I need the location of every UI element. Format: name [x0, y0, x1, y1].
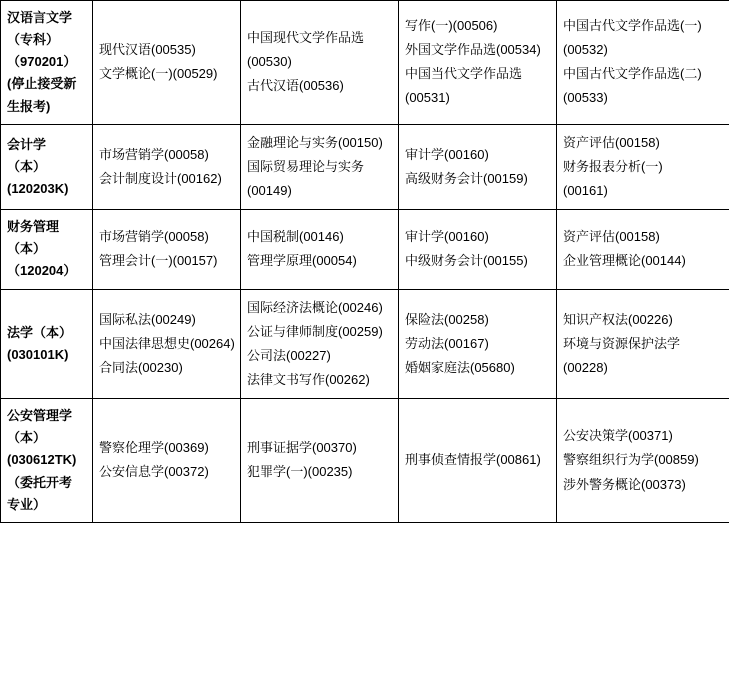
table-row	[1, 210, 729, 289]
table-body	[1, 1, 729, 523]
course-lines	[405, 448, 551, 472]
course-item: 现代汉语(00535)	[99, 42, 196, 58]
major-line: （本）	[7, 430, 47, 446]
course-item: 资产评估(00158)	[563, 134, 660, 150]
course-lines	[405, 143, 551, 191]
course-item: 古代汉语(00536)	[247, 78, 344, 94]
course-lines	[563, 131, 724, 203]
course-item: 审计学(00160)	[405, 146, 489, 162]
course-item: 国际私法(00249)	[99, 311, 196, 327]
course-item: 写作(一)(00506)	[405, 18, 498, 34]
major-lines	[7, 216, 87, 282]
major-line: 专业）	[7, 496, 47, 512]
major-lines	[7, 7, 87, 118]
course-cell	[557, 1, 729, 125]
major-cell	[1, 399, 93, 523]
course-lines	[405, 308, 551, 380]
major-line: 财务管理	[7, 219, 60, 235]
major-lines	[7, 322, 87, 366]
course-item: 公司法(00227)	[247, 347, 331, 363]
table-row	[1, 289, 729, 399]
major-line: 生报考)	[7, 98, 51, 114]
course-item: 中国税制(00146)	[247, 229, 344, 245]
major-line: （120204）	[7, 263, 77, 279]
course-item: 会计制度设计(00162)	[99, 170, 222, 186]
course-lines	[563, 225, 724, 273]
course-item: 合同法(00230)	[99, 359, 183, 375]
course-lines	[563, 14, 724, 111]
course-lines	[247, 26, 393, 98]
course-lines	[405, 225, 551, 273]
course-item: 外国文学作品选(00534)	[405, 42, 541, 58]
major-line: 法学（本）	[7, 324, 73, 340]
major-line: (停止接受新	[7, 76, 77, 92]
course-item: 管理学原理(00054)	[247, 253, 357, 269]
table-row	[1, 124, 729, 209]
course-item: 管理会计(一)(00157)	[99, 253, 218, 269]
course-lines	[99, 143, 235, 191]
major-line: （本）	[7, 241, 47, 257]
course-item: 环境与资源保护法学	[563, 335, 681, 351]
course-cell	[241, 210, 399, 289]
course-item: 刑事证据学(00370)	[247, 440, 357, 456]
course-lines	[99, 225, 235, 273]
course-cell	[93, 399, 241, 523]
course-item: 审计学(00160)	[405, 229, 489, 245]
course-item: 婚姻家庭法(05680)	[405, 359, 515, 375]
course-cell	[93, 1, 241, 125]
table-row	[1, 1, 729, 125]
course-lines	[405, 14, 551, 111]
course-item: 文学概论(一)(00529)	[99, 66, 218, 82]
course-item: 高级财务会计(00159)	[405, 170, 528, 186]
course-item: 国际贸易理论与实务	[247, 158, 365, 174]
course-cell	[93, 289, 241, 399]
course-item: 公安决策学(00371)	[563, 428, 673, 444]
major-line: （970201）	[7, 54, 77, 70]
major-line: (030612TK)	[7, 452, 77, 468]
course-cell	[93, 210, 241, 289]
course-cell	[93, 124, 241, 209]
course-item: 中国古代文学作品选(一)	[563, 18, 702, 34]
major-line: （专科）	[7, 32, 60, 48]
course-item: (00531)	[405, 90, 450, 106]
course-item: 市场营销学(00058)	[99, 229, 209, 245]
course-item: (00533)	[563, 90, 608, 106]
course-lines	[563, 424, 724, 496]
major-cell	[1, 124, 93, 209]
table-row	[1, 399, 729, 523]
course-item: 法律文书写作(00262)	[247, 371, 370, 387]
course-item: 公安信息学(00372)	[99, 464, 209, 480]
major-cell	[1, 289, 93, 399]
course-item: 涉外警务概论(00373)	[563, 476, 686, 492]
course-cell	[557, 399, 729, 523]
course-item: 劳动法(00167)	[405, 335, 489, 351]
course-cell	[557, 210, 729, 289]
major-line: (030101K)	[7, 346, 69, 362]
course-cell	[241, 1, 399, 125]
course-item: 财务报表分析(一)	[563, 158, 663, 174]
major-cell	[1, 210, 93, 289]
major-cell	[1, 1, 93, 125]
course-cell	[241, 124, 399, 209]
course-item: 中级财务会计(00155)	[405, 253, 528, 269]
major-line: 汉语言文学	[7, 10, 73, 25]
course-lines	[99, 436, 235, 484]
course-item: 警察组织行为学(00859)	[563, 452, 699, 468]
course-item: 公证与律师制度(00259)	[247, 323, 383, 339]
major-lines	[7, 405, 87, 516]
course-item: (00532)	[563, 42, 608, 58]
course-cell	[557, 124, 729, 209]
course-item: 保险法(00258)	[405, 311, 489, 327]
course-cell	[399, 399, 557, 523]
course-item: 知识产权法(00226)	[563, 311, 673, 327]
course-cell	[399, 289, 557, 399]
course-cell	[241, 399, 399, 523]
course-item: 企业管理概论(00144)	[563, 253, 686, 269]
course-item: 刑事侦查情报学(00861)	[405, 452, 541, 468]
major-line: 公安管理学	[7, 408, 73, 424]
course-item: 市场营销学(00058)	[99, 146, 209, 162]
course-lines	[247, 296, 393, 393]
course-item: 中国法律思想史(00264)	[99, 335, 235, 351]
course-item: 金融理论与实务(00150)	[247, 134, 383, 150]
course-item: (00530)	[247, 54, 292, 70]
course-item: 中国现代文学作品选	[247, 30, 365, 46]
major-line: （委托开考	[7, 474, 73, 490]
course-lines	[563, 308, 724, 380]
course-cell	[399, 124, 557, 209]
course-item: (00228)	[563, 359, 608, 375]
course-cell	[399, 210, 557, 289]
course-item: 警察伦理学(00369)	[99, 440, 209, 456]
course-item: 中国古代文学作品选(二)	[563, 66, 702, 82]
course-cell	[557, 289, 729, 399]
course-cell	[241, 289, 399, 399]
major-line: (120203K)	[7, 180, 69, 196]
course-item: 资产评估(00158)	[563, 229, 660, 245]
course-item: 国际经济法概论(00246)	[247, 299, 383, 315]
course-cell	[399, 1, 557, 125]
course-item: 犯罪学(一)(00235)	[247, 464, 353, 480]
major-line: （本）	[7, 158, 47, 174]
course-lines	[247, 436, 393, 484]
course-item: (00161)	[563, 182, 608, 198]
course-lines	[99, 308, 235, 380]
major-lines	[7, 134, 87, 200]
course-item: 中国当代文学作品选	[405, 66, 523, 82]
course-lines	[247, 225, 393, 273]
course-lines	[247, 131, 393, 203]
course-lines	[99, 38, 235, 86]
major-line: 会计学	[7, 136, 47, 152]
course-item: (00149)	[247, 182, 292, 198]
